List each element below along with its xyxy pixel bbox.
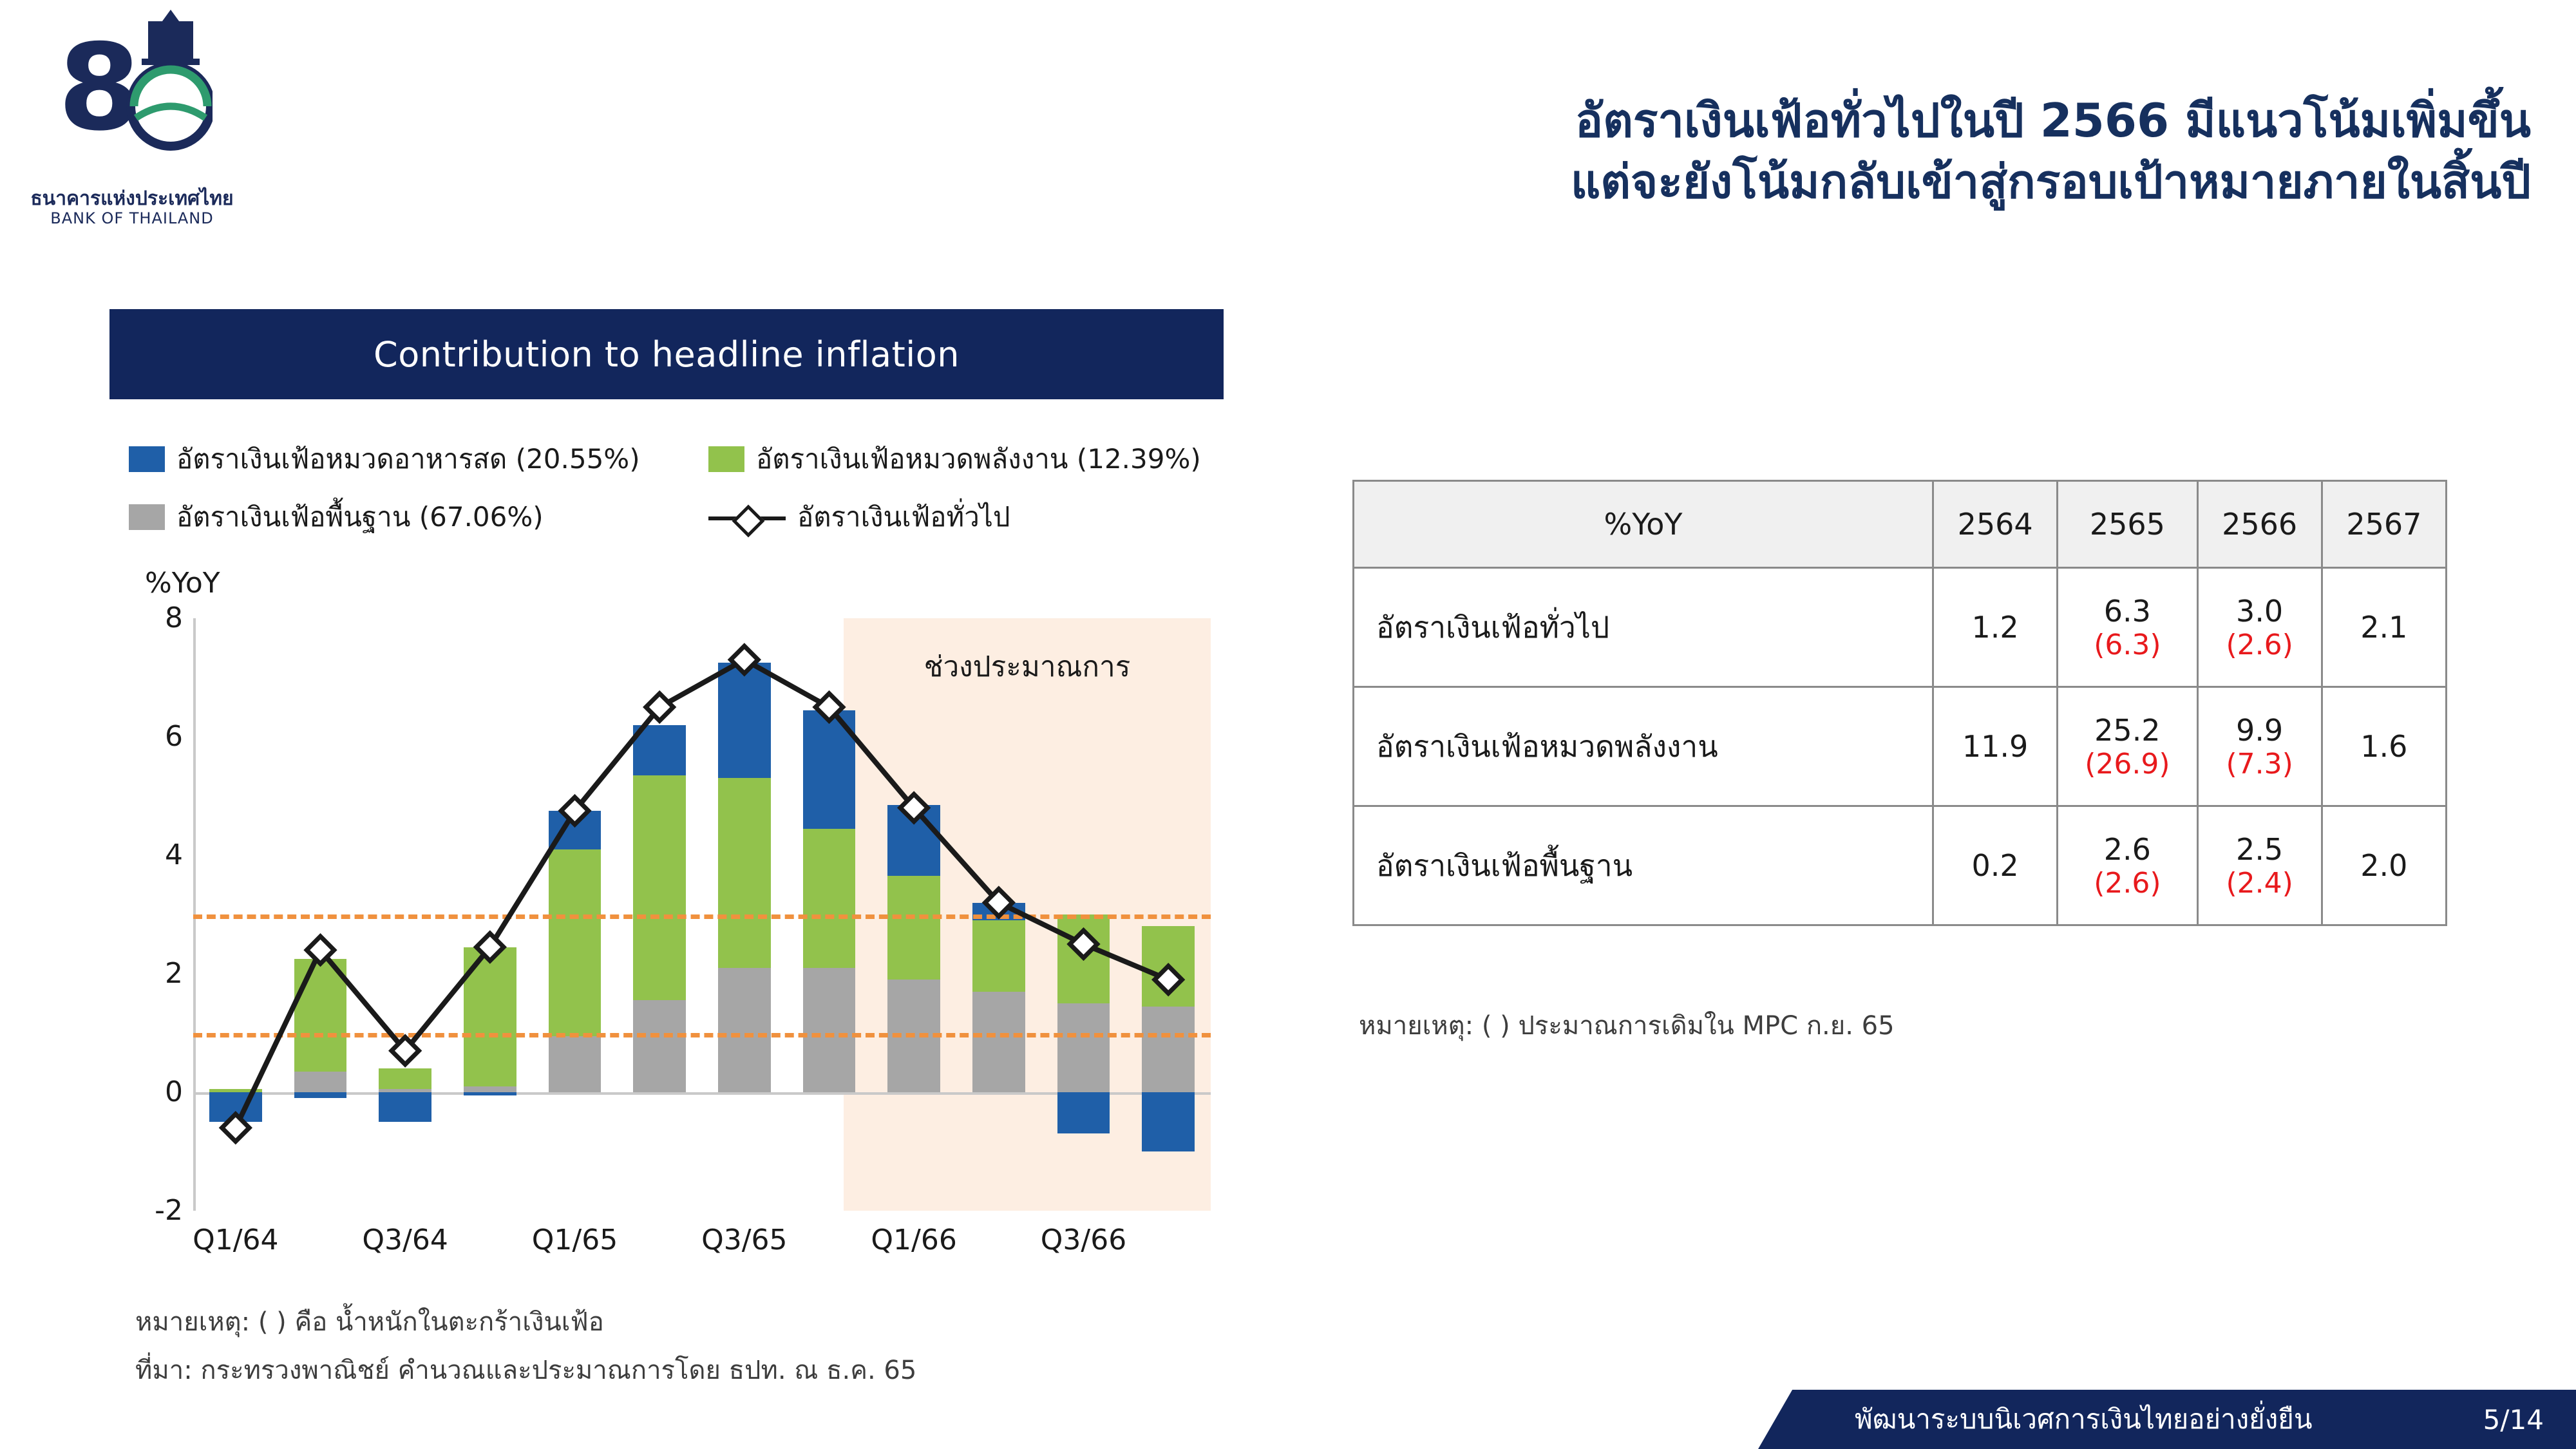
y-axis-unit: %YoY [145, 567, 220, 600]
page-number: 5/14 [2483, 1403, 2544, 1435]
x-axis-tick: Q1/66 [871, 1224, 957, 1256]
table-column-header: %YoY [1354, 481, 1933, 568]
inflation-chart [155, 601, 1211, 1227]
table-row [1354, 806, 2447, 925]
bot-logo-icon [52, 10, 213, 171]
table-column-header: 2565 [2058, 481, 2197, 568]
legend-swatch-headline [708, 504, 786, 530]
table-cell-2564: 11.9 [1933, 687, 2058, 806]
chart-note-1: หมายเหตุ: ( ) คือ น้ำหนักในตะกร้าเงินเฟ้อ [135, 1307, 604, 1337]
legend-item-headline [708, 496, 1010, 538]
y-axis-tick: 0 [165, 1075, 183, 1108]
legend-label-headline: อัตราเงินเฟ้อทั่วไป [797, 501, 1010, 533]
svg-text:8: 8 [58, 18, 141, 157]
legend-item-core [129, 496, 683, 538]
x-axis-tick: Q3/65 [701, 1224, 788, 1256]
bot-logo [26, 6, 232, 232]
forecast-table [1352, 480, 2447, 926]
table-row-label: อัตราเงินเฟ้อหมวดพลังงาน [1354, 687, 1933, 806]
table-column-header: 2567 [2322, 481, 2446, 568]
legend-swatch-fresh-food [129, 446, 165, 472]
chart-legend [129, 438, 1236, 554]
table-row [1354, 687, 2447, 806]
table-cell-2565: 6.3 (6.3) [2058, 568, 2197, 687]
logo-name-en: BANK OF THAILAND [50, 209, 214, 227]
table-cell-2567: 2.1 [2322, 568, 2446, 687]
y-axis-tick: -2 [155, 1194, 183, 1227]
y-axis-tick: 8 [165, 601, 183, 634]
x-axis-tick: Q3/66 [1040, 1224, 1127, 1256]
table-cell-2564: 0.2 [1933, 806, 2058, 925]
table-cell-2567: 1.6 [2322, 687, 2446, 806]
logo-name-th: ธนาคารแห่งประเทศไทย [30, 187, 234, 210]
table-note: หมายเหตุ: ( ) ประมาณการเดิมใน MPC ก.ย. 65 [1359, 1011, 1895, 1041]
legend-swatch-energy [708, 446, 744, 472]
table-cell-2566: 3.0 (2.6) [2197, 568, 2322, 687]
table-column-header: 2566 [2197, 481, 2322, 568]
footer-text: พัฒนาระบบนิเวศการเงินไทยอย่างยั่งยืน [1855, 1403, 2313, 1435]
table-cell-2567: 2.0 [2322, 806, 2446, 925]
table-cell-2564: 1.2 [1933, 568, 2058, 687]
table-cell-2565: 25.2 (26.9) [2058, 687, 2197, 806]
chart-header: Contribution to headline inflation [109, 309, 1224, 399]
x-axis-tick: Q3/64 [362, 1224, 448, 1256]
chart-note-2: ที่มา: กระทรวงพาณิชย์ คำนวณและประมาณการโดย ธปท. ณ ธ.ค. 65 [135, 1356, 917, 1385]
x-axis-tick: Q1/64 [193, 1224, 279, 1256]
table-cell-2566: 2.5 (2.4) [2197, 806, 2322, 925]
table-row-label: อัตราเงินเฟ้อพื้นฐาน [1354, 806, 1933, 925]
legend-label-core: อัตราเงินเฟ้อพื้นฐาน (67.06%) [176, 501, 544, 533]
table-cell-2566: 9.9 (7.3) [2197, 687, 2322, 806]
legend-item-fresh-food [129, 438, 683, 480]
table-row [1354, 568, 2447, 687]
y-axis-tick: 2 [165, 957, 183, 990]
forecast-band-label: ช่วงประมาณการ [923, 650, 1131, 683]
y-axis-tick: 4 [165, 838, 183, 871]
y-axis-tick: 6 [165, 720, 183, 753]
footer-content [1816, 1390, 2576, 1449]
page-title: อัตราเงินเฟ้อทั่วไปในปี 2566 มีแนวโน้มเพิ่มขึ้น แต่จะยังโน้มกลับเข้าสู่กรอบเป้าหมายภายในสิ้นปี [1570, 93, 2531, 209]
x-axis-tick: Q1/65 [531, 1224, 618, 1256]
legend-swatch-core [129, 504, 165, 530]
table-header-row [1354, 481, 2447, 568]
table-row-label: อัตราเงินเฟ้อทั่วไป [1354, 568, 1933, 687]
table-body [1354, 568, 2447, 925]
table-cell-2565: 2.6 (2.6) [2058, 806, 2197, 925]
legend-label-energy: อัตราเงินเฟ้อหมวดพลังงาน (12.39%) [756, 443, 1201, 475]
legend-item-energy [708, 438, 1201, 480]
headline-inflation-line [193, 618, 1211, 1211]
table-column-header: 2564 [1933, 481, 2058, 568]
legend-label-fresh-food: อัตราเงินเฟ้อหมวดอาหารสด (20.55%) [176, 443, 640, 475]
